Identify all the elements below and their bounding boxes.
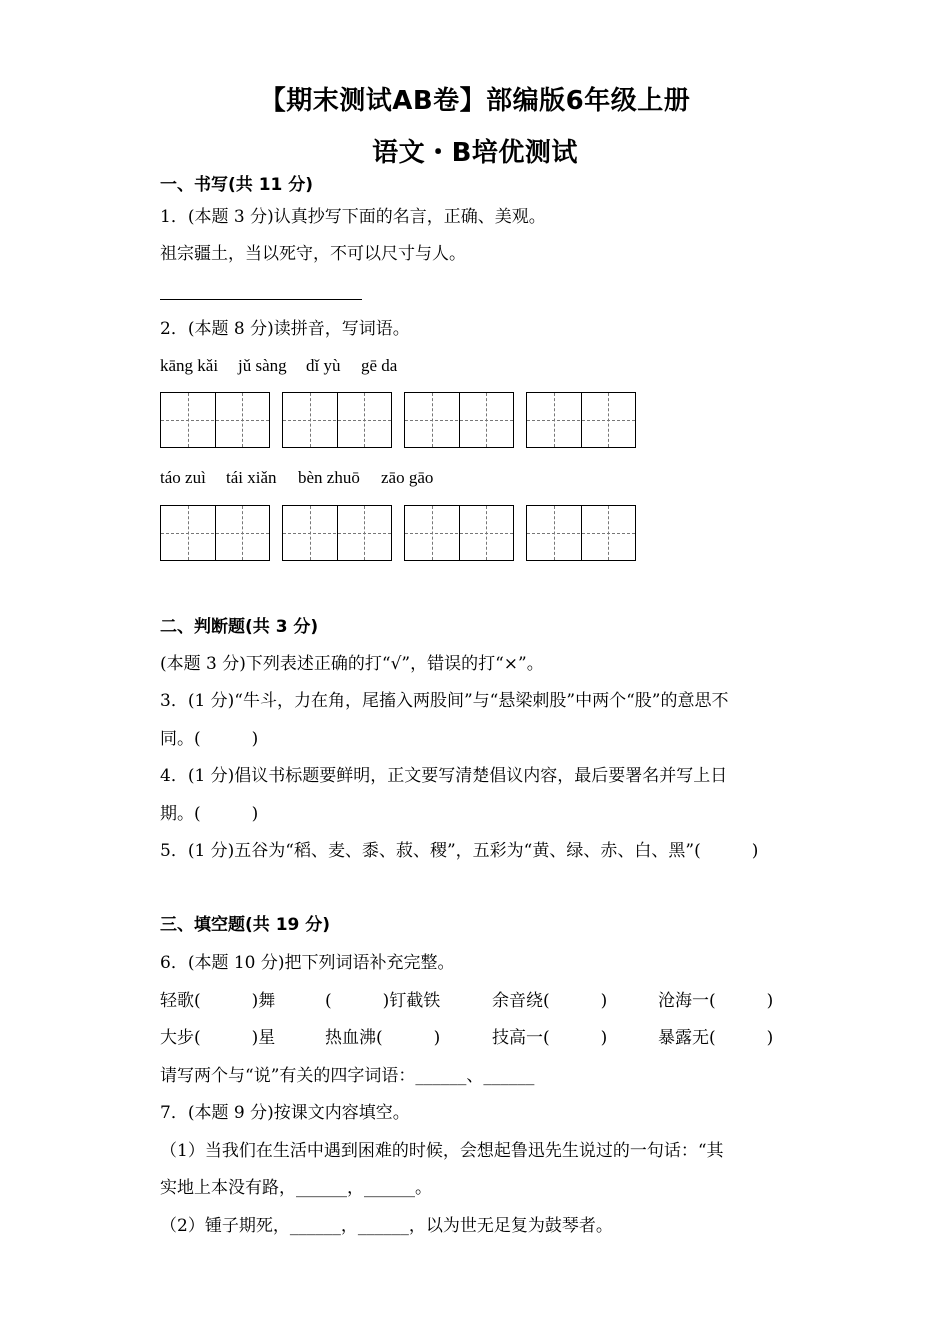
pinyin-5: táo zuì bbox=[160, 468, 206, 487]
writing-grid-5[interactable] bbox=[160, 505, 270, 561]
question-7-2[interactable]: （2）锺子期死，______，______，以为世无足复为鼓琴者。 bbox=[160, 1216, 613, 1236]
question-1-quote: 祖宗疆土，当以死守，不可以尺寸与人。 bbox=[160, 244, 466, 264]
idiom-blank-5[interactable]: 大步( )星 bbox=[160, 1028, 276, 1048]
idiom-blank-1[interactable]: 轻歌( )舞 bbox=[160, 991, 276, 1011]
pinyin-8: zāo gāo bbox=[381, 468, 434, 487]
pinyin-1: kāng kǎi bbox=[160, 356, 219, 375]
writing-grid-7[interactable] bbox=[404, 505, 514, 561]
writing-grid-4[interactable] bbox=[526, 392, 636, 448]
pinyin-2: jǔ sàng bbox=[238, 356, 287, 375]
answer-line[interactable] bbox=[160, 299, 362, 300]
writing-grid-8[interactable] bbox=[526, 505, 636, 561]
title-line-1: 【期末测试AB卷】部编版6年级上册 bbox=[259, 86, 691, 116]
question-3-line-1: 3．(1 分)“牛斗，力在角，尾搐入两股间”与“悬梁刺股”中两个“股”的意思不 bbox=[160, 691, 729, 711]
idiom-blank-7[interactable]: 技高一( ) bbox=[492, 1028, 608, 1048]
idiom-blank-2[interactable]: ( )钉截铁 bbox=[325, 991, 441, 1011]
idiom-blank-6[interactable]: 热血沸( ) bbox=[325, 1028, 441, 1048]
question-6: 6．(本题 10 分)把下列词语补充完整。 bbox=[160, 953, 455, 973]
section2-intro: (本题 3 分)下列表述正确的打“√”，错误的打“×”。 bbox=[160, 654, 544, 674]
pinyin-4: gē da bbox=[361, 356, 398, 375]
section2-heading: 二、判断题(共 3 分) bbox=[160, 617, 319, 637]
question-2: 2．(本题 8 分)读拼音，写词语。 bbox=[160, 319, 410, 339]
section3-heading: 三、填空题(共 19 分) bbox=[160, 915, 331, 935]
question-7-1-line-1: （1）当我们在生活中遇到困难的时候，会想起鲁迅先生说过的一句话：“其 bbox=[160, 1141, 724, 1161]
pinyin-3: dǐ yù bbox=[306, 356, 341, 375]
idiom-blank-4[interactable]: 沧海一( ) bbox=[658, 991, 774, 1011]
question-4-line-1: 4．(1 分)倡议书标题要鲜明，正文要写清楚倡议内容，最后要署名并写上日 bbox=[160, 766, 728, 786]
question-4-line-2[interactable]: 期。( ) bbox=[160, 804, 259, 824]
writing-grid-1[interactable] bbox=[160, 392, 270, 448]
question-7: 7．(本题 9 分)按课文内容填空。 bbox=[160, 1103, 410, 1123]
title-line-2: 语文・B培优测试 bbox=[372, 138, 578, 168]
section1-heading: 一、书写(共 11 分) bbox=[160, 175, 314, 195]
question-7-1-line-2[interactable]: 实地上本没有路，______，______。 bbox=[160, 1178, 432, 1198]
question-5[interactable]: 5．(1 分)五谷为“稻、麦、黍、菽、稷”，五彩为“黄、绿、赤、白、黑”( ) bbox=[160, 841, 759, 861]
pinyin-6: tái xiǎn bbox=[226, 468, 277, 487]
question-3-line-2[interactable]: 同。( ) bbox=[160, 729, 259, 749]
writing-grid-3[interactable] bbox=[404, 392, 514, 448]
idiom-blank-3[interactable]: 余音绕( ) bbox=[492, 991, 608, 1011]
question-1: 1．(本题 3 分)认真抄写下面的名言，正确、美观。 bbox=[160, 207, 546, 227]
question-6-extra[interactable]: 请写两个与“说”有关的四字词语：______、______ bbox=[160, 1066, 535, 1086]
idiom-blank-8[interactable]: 暴露无( ) bbox=[658, 1028, 774, 1048]
pinyin-7: bèn zhuō bbox=[298, 468, 360, 487]
writing-grid-6[interactable] bbox=[282, 505, 392, 561]
writing-grid-2[interactable] bbox=[282, 392, 392, 448]
